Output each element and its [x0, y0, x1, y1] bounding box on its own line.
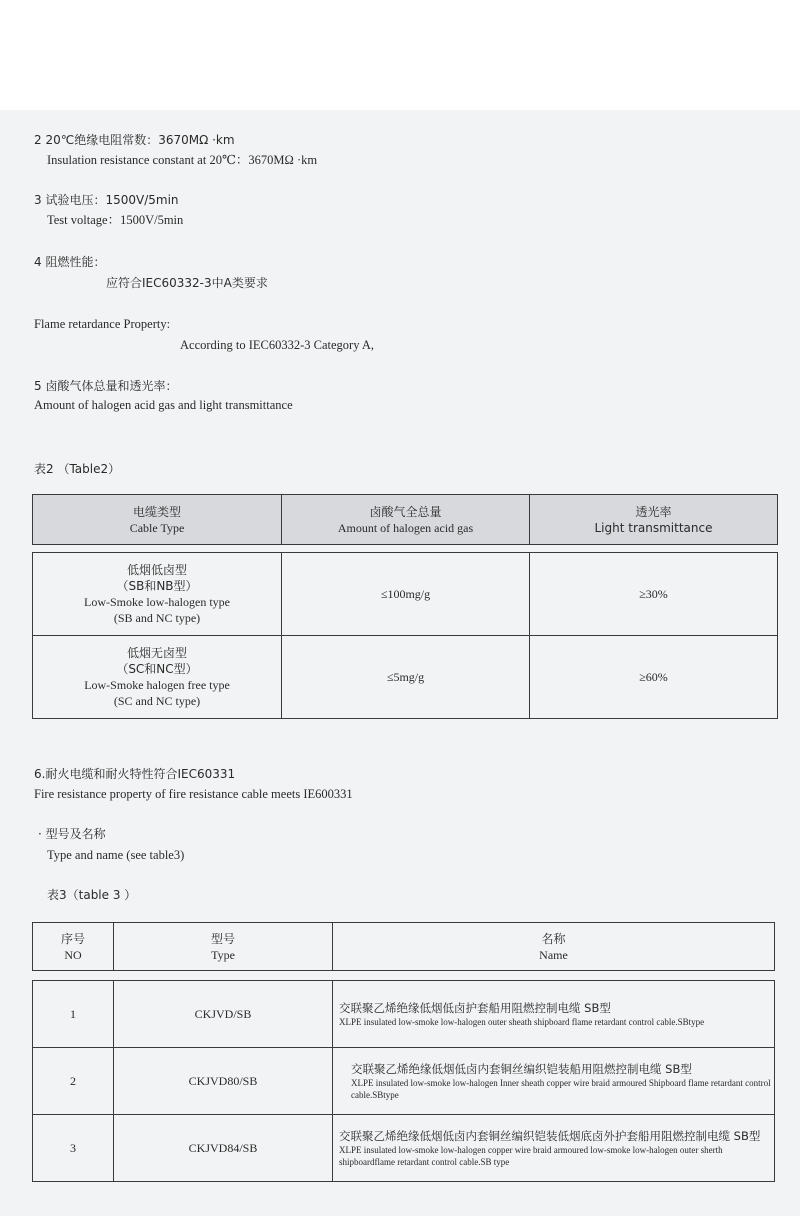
table2-header: [32, 494, 778, 545]
type-cell: CKJVD84/SB: [114, 1115, 333, 1182]
table-row: [33, 981, 775, 1048]
section-6-en: Fire resistance property of fire resistance cable meets IE600331: [34, 787, 353, 801]
section-5-cn: 5 卤酸气体总量和透光率：: [34, 379, 178, 393]
type-name-en: Type and name (see table3): [47, 848, 185, 862]
table2-header-cell: 卤酸气全总量 Amount of halogen acid gas: [282, 495, 530, 545]
section-4-cn: 4 阻燃性能：: [34, 255, 106, 269]
table-row: [33, 553, 778, 636]
light-cell: ≥30%: [530, 553, 778, 636]
name-cell: 交联聚乙烯绝缘低烟低卤护套船用阻燃控制电缆 SB型 XLPE insulated low-smoke low-halogen outer sheath shipboard flame retardant control cable.SBtype: [333, 981, 775, 1048]
light-cell: ≥60%: [530, 636, 778, 719]
table3-caption: 表3（table 3 ）: [47, 888, 137, 902]
table3-header-cell: 型号 Type: [114, 923, 333, 971]
table3-body: [32, 980, 775, 1182]
section-6-cn: 6.耐火电缆和耐火特性符合IEC60331: [34, 767, 236, 781]
table3-header-cell: 序号 NO: [33, 923, 114, 971]
no-cell: 1: [33, 981, 114, 1048]
cable-type-cell: 低烟低卤型 （SB和NB型） Low-Smoke low-halogen type (SB and NC type): [33, 553, 282, 636]
section-4-en-detail: According to IEC60332-3 Category A,: [180, 338, 375, 352]
gas-cell: ≤5mg/g: [282, 636, 530, 719]
no-cell: 2: [33, 1048, 114, 1115]
name-cell: 交联聚乙烯绝缘低烟低卤内套铜丝编织铠装船用阻燃控制电缆 SB型 XLPE insulated low-smoke low-halogen Inner sheath copper wire braid armoured Shipboard flame retardant control cable.SBtype: [333, 1048, 775, 1115]
table3-header: [32, 922, 775, 971]
section-2-en: Insulation resistance constant at 20℃：3670MΩ ·km: [47, 153, 318, 167]
table-row: [33, 636, 778, 719]
table-row: [33, 1048, 775, 1115]
section-2-cn: 2 20℃绝缘电阻常数：3670MΩ ·km: [34, 133, 235, 147]
cable-type-cell: 低烟无卤型 （SC和NC型） Low-Smoke halogen free type (SC and NC type): [33, 636, 282, 719]
section-5-en: Amount of halogen acid gas and light transmittance: [34, 398, 293, 412]
section-4-en: Flame retardance Property:: [34, 317, 171, 331]
table2-header-cell: 透光率 Light transmittance: [530, 495, 778, 545]
table2-caption: 表2 （Table2）: [34, 462, 121, 476]
table-row: [33, 1115, 775, 1182]
no-cell: 3: [33, 1115, 114, 1182]
section-3-en: Test voltage：1500V/5min: [47, 213, 184, 227]
type-cell: CKJVD/SB: [114, 981, 333, 1048]
section-4-cn-detail: 应符合IEC60332-3中A类要求: [106, 276, 268, 290]
type-cell: CKJVD80/SB: [114, 1048, 333, 1115]
gas-cell: ≤100mg/g: [282, 553, 530, 636]
section-3-cn: 3 试验电压：1500V/5min: [34, 193, 179, 207]
type-name-cn: · 型号及名称: [38, 827, 106, 841]
table2-body: [32, 552, 778, 719]
table3-header-cell: 名称 Name: [333, 923, 775, 971]
document-page: [0, 110, 800, 1216]
name-cell: 交联聚乙烯绝缘低烟低卤内套铜丝编织铠装低烟底卤外护套船用阻燃控制电缆 SB型 XLPE insulated low-smoke low-halogen copper wire braid armoured low-smoke low-halogen outer sherth shipboardflame retardant control cable.SB type: [333, 1115, 775, 1182]
light-header-en: Light transmittance: [594, 520, 713, 535]
table2-header-cell: 电缆类型 Cable Type: [33, 495, 282, 545]
